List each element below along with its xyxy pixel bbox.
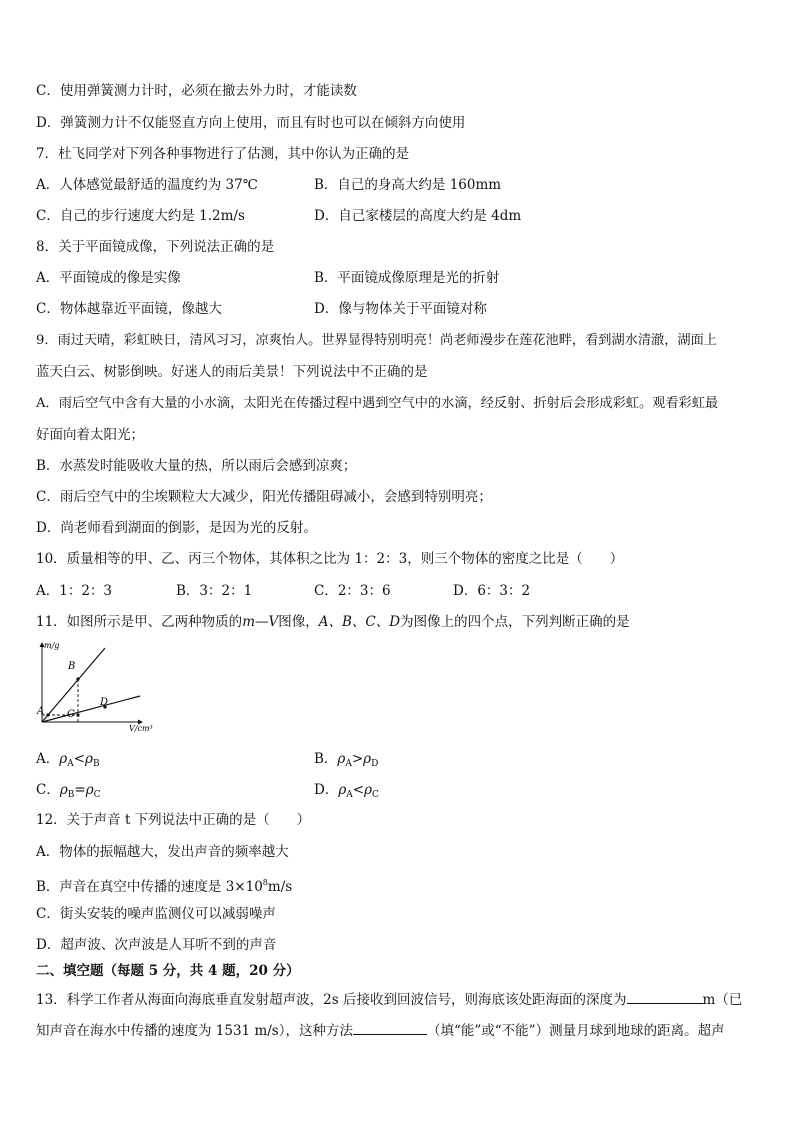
q11-c-sub-right: C	[93, 790, 101, 800]
q11-b-operator: >	[351, 751, 364, 767]
q11-c-rho-right: ρ	[85, 782, 94, 798]
q11-option-b	[314, 750, 378, 773]
q11-mv-graph	[34, 638, 154, 744]
q11-point-b	[76, 677, 79, 680]
q11-c-operator: =	[74, 782, 86, 798]
q6-option-c: C．使用弹簧测力计时，必须在撤去外力时，才能读数	[36, 83, 357, 99]
q11-a-sub-left: A	[67, 759, 74, 769]
q11-b-sub-right: D	[371, 759, 379, 769]
q13-line2	[36, 1020, 725, 1040]
q11-b-prefix: B．	[314, 751, 338, 767]
q9-stem-line1: 9．雨过天晴，彩虹映日，清风习习，凉爽怡人。世界显得特别明亮！尚老师漫步在莲花池畔，看到湖水清澈，湖面上	[36, 333, 717, 348]
q12-option-b	[36, 874, 292, 896]
q12-b-text: B．声音在真空中传播的速度是 3×10	[36, 879, 263, 895]
q11-b-rho-right: ρ	[363, 751, 372, 767]
q11-d-rho-left: ρ	[338, 782, 347, 798]
q13-line2-text: 知声音在海水中传播的速度为 1531 m/s），这种方法	[36, 1023, 353, 1039]
q10-option-c: C．2：3：6	[314, 583, 391, 599]
q10-stem: 10．质量相等的甲、乙、丙三个物体，其体积之比为 1：2：3，则三个物体的密度之比是（ ）	[36, 551, 624, 567]
q11-option-a	[36, 750, 100, 773]
q11-stem-pre: 11．如图所示是甲、乙两种物质的	[36, 614, 243, 630]
q11-d-rho-right: ρ	[364, 782, 373, 798]
q11-point-a	[46, 713, 49, 716]
q11-y-label: m/g	[44, 641, 60, 650]
q11-a-rho-left: ρ	[59, 751, 68, 767]
q11-point-c	[76, 713, 79, 716]
q11-option-d	[314, 781, 379, 804]
q8-option-a: A．平面镜成的像是实像	[36, 270, 181, 286]
q7-option-d: D．自己家楼层的高度大约是 4dm	[314, 208, 522, 224]
q11-a-operator: <	[73, 751, 85, 767]
q11-c-rho-left: ρ	[59, 782, 68, 798]
q12-b-exponent: 8	[262, 878, 268, 887]
q13-line1	[36, 989, 742, 1009]
q11-stem-points: A、B、C、D	[318, 614, 401, 630]
q11-c-prefix: C．	[36, 782, 60, 798]
q11-d-operator: <	[352, 782, 365, 798]
q11-d-sub-left: A	[346, 790, 353, 800]
q12-option-a: A．物体的振幅越大，发出声音的频率越大	[36, 844, 289, 860]
q6-option-d: D．弹簧测力计不仅能竖直方向上使用，而且有时也可以在倾斜方向使用	[36, 115, 466, 131]
q11-b-sub-left: A	[345, 759, 352, 769]
q13-line2-tail: （填“能”或“不能”）测量月球到地球的距离。超声	[426, 1023, 725, 1039]
q9-option-a-line2: 好面向着太阳光；	[36, 427, 144, 443]
q13-blank-depth[interactable]	[627, 989, 703, 1004]
section-heading-fill-blank: 二、填空题（每题 5 分，共 4 题，20 分）	[36, 963, 300, 979]
q11-label-c: C	[67, 709, 75, 720]
q11-stem	[36, 613, 630, 631]
q7-option-b: B．自己的身高大约是 160mm	[314, 177, 502, 193]
q9-stem-line2: 蓝天白云、树影倒映。好迷人的雨后美景！下列说法中不正确的是	[36, 364, 428, 380]
q11-a-prefix: A．	[36, 751, 60, 767]
q12-option-c: C．街头安装的噪声监测仪可以减弱噪声	[36, 906, 276, 922]
q11-b-rho-left: ρ	[337, 751, 346, 767]
q9-option-d: D．尚老师看到湖面的倒影，是因为光的反射。	[36, 520, 317, 536]
q13-line1-tail: m（已	[702, 992, 743, 1008]
q12-b-unit: m/s	[267, 879, 293, 895]
q11-d-sub-right: C	[372, 790, 379, 800]
q11-stem-post: 为图像上的四个点，下列判断正确的是	[400, 614, 630, 630]
q11-option-c	[36, 781, 101, 804]
q11-stem-mid: 图像，	[278, 614, 319, 630]
q9-option-c: C．雨后空气中的尘埃颗粒大大减少，阳光传播阻碍减小，会感到特别明亮；	[36, 489, 492, 505]
q11-a-rho-right: ρ	[85, 751, 93, 767]
q11-label-a: A	[37, 706, 45, 717]
q11-stem-mv: m—V	[242, 614, 279, 630]
q11-label-b: B	[68, 661, 76, 672]
q11-line-yi	[42, 696, 140, 722]
q8-option-d: D．像与物体关于平面镜对称	[314, 301, 487, 317]
q11-x-label: V/cm³	[129, 724, 153, 733]
q11-a-sub-right: B	[92, 759, 100, 769]
q7-option-a: A．人体感觉最舒适的温度约为 37℃	[36, 177, 258, 193]
q8-option-b: B．平面镜成像原理是光的折射	[314, 270, 500, 286]
q11-label-d: D	[100, 697, 109, 708]
q10-option-a: A．1：2：3	[36, 583, 113, 599]
q11-c-sub-left: B	[67, 790, 75, 800]
q7-option-c: C．自己的步行速度大约是 1.2m/s	[36, 208, 245, 224]
q12-option-d: D．超声波、次声波是人耳听不到的声音	[36, 937, 277, 953]
q12-stem: 12．关于声音 t 下列说法中正确的是（ ）	[36, 812, 311, 828]
q9-option-a-line1: A．雨后空气中含有大量的小水滴，太阳光在传播过程中遇到空气中的水滴，经反射、折射后会形成彩虹。观看彩虹最	[36, 396, 719, 411]
q10-option-d: D．6：3：2	[453, 583, 531, 599]
q7-stem: 7．杜飞同学对下列各种事物进行了估测，其中你认为正确的是	[36, 146, 410, 162]
q13-line1-text: 13．科学工作者从海面向海底垂直发射超声波，2s 后接收到回波信号，则海底该处距海面的深度为	[36, 992, 627, 1008]
q9-option-b: B．水蒸发时能吸收大量的热，所以雨后会感到凉爽；	[36, 458, 357, 474]
q13-blank-method[interactable]	[353, 1020, 427, 1035]
q10-option-b: B．3：2：1	[176, 583, 253, 599]
q11-d-prefix: D．	[314, 782, 339, 798]
q8-stem: 8．关于平面镜成像，下列说法正确的是	[36, 239, 275, 255]
q11-mv-graph-svg	[34, 638, 154, 744]
q8-option-c: C．物体越靠近平面镜，像越大	[36, 301, 222, 317]
